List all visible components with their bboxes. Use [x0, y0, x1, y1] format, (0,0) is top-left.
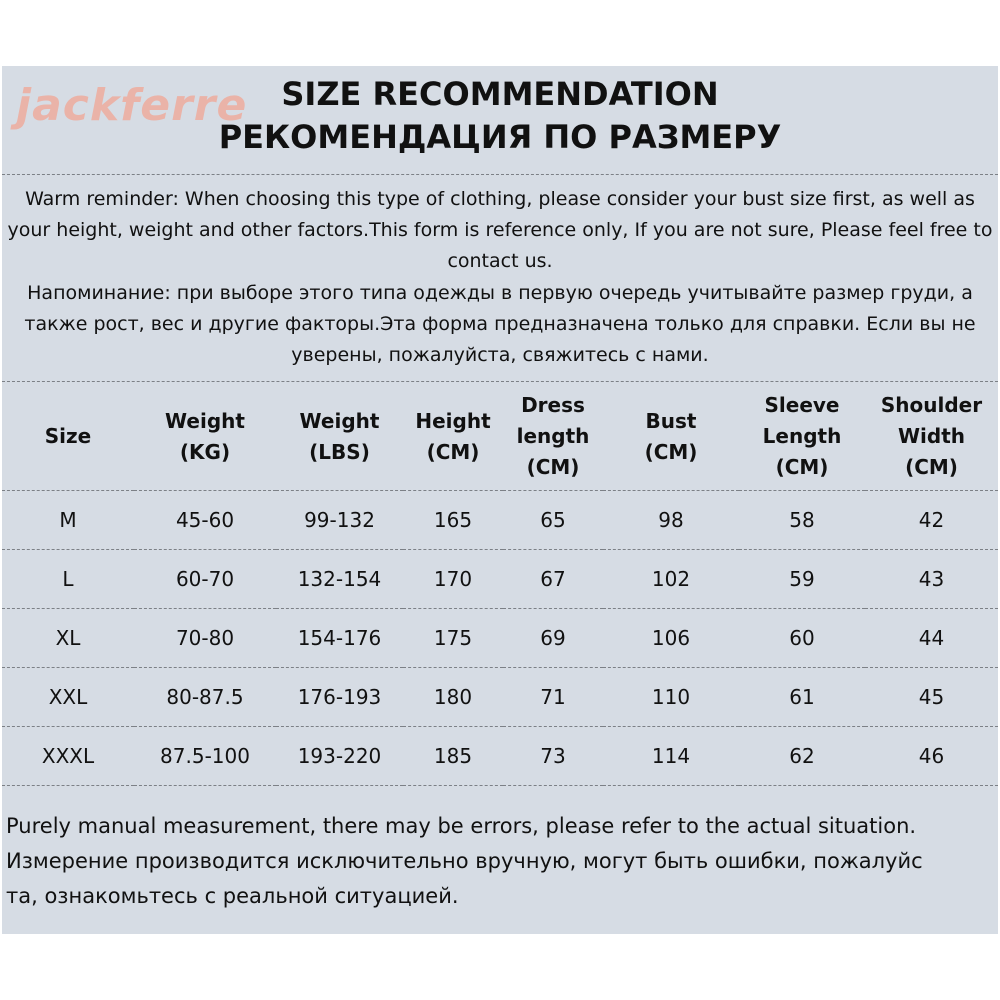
table-cell: 114 — [603, 727, 739, 786]
table-cell: 73 — [503, 727, 603, 786]
footer-line-russian-2: та, ознакомьтесь с реальной ситуацией. — [6, 884, 459, 908]
divider-table-top — [2, 381, 998, 382]
table-cell: 60 — [739, 609, 865, 668]
column-header-line: Size — [44, 424, 92, 448]
table-cell: 67 — [503, 550, 603, 609]
table-cell: 180 — [403, 668, 503, 727]
column-header — [603, 383, 739, 491]
column-header-line: Bust — [645, 408, 697, 433]
table-row — [2, 550, 998, 609]
column-header-line: (CM) — [775, 455, 829, 479]
table-row — [2, 727, 998, 786]
table-cell: 46 — [865, 727, 998, 786]
table-cell: 193-220 — [276, 727, 403, 786]
column-header — [865, 383, 998, 491]
column-header-line: (KG) — [179, 439, 231, 464]
column-header — [134, 383, 276, 491]
table-cell: 71 — [503, 668, 603, 727]
table-row — [2, 609, 998, 668]
table-cell: 99-132 — [276, 491, 403, 550]
table-cell: 154-176 — [276, 609, 403, 668]
column-header-line: length — [516, 424, 590, 448]
table-cell: 176-193 — [276, 668, 403, 727]
table-cell: 69 — [503, 609, 603, 668]
column-header-line: Length — [762, 424, 842, 448]
column-header-line: Weight — [165, 408, 245, 433]
column-header-line: (CM) — [644, 439, 698, 464]
table-cell: 42 — [865, 491, 998, 550]
column-header-line: (CM) — [426, 439, 480, 464]
table-cell: 102 — [603, 550, 739, 609]
reminder-english: Warm reminder: When choosing this type of clothing, please consider your bust size first, as well as your height, weight and other factors.This form is reference only, If you are not sure, Please feel free to contact us. — [7, 188, 993, 272]
table-cell: 98 — [603, 491, 739, 550]
table-cell: 70-80 — [134, 609, 276, 668]
column-header-line: Sleeve — [764, 393, 840, 417]
table-cell: 45 — [865, 668, 998, 727]
column-header-line: Height — [415, 408, 491, 433]
brand-logo: jackferre — [16, 80, 248, 131]
title-russian: РЕКОМЕНДАЦИЯ ПО РАЗМЕРУ — [218, 118, 782, 156]
table-cell: 44 — [865, 609, 998, 668]
table-cell: 175 — [403, 609, 503, 668]
footer-line-russian-1: Измерение производится исключительно вручную, могут быть ошибки, пожалуйс — [6, 849, 923, 873]
footer-line-english: Purely manual measurement, there may be errors, please refer to the actual situation. — [6, 814, 917, 838]
column-header — [276, 383, 403, 491]
table-cell: 185 — [403, 727, 503, 786]
table-cell: 87.5-100 — [134, 727, 276, 786]
column-header-line: Width — [897, 424, 966, 448]
title-english: SIZE RECOMMENDATION — [281, 75, 719, 113]
table-cell: 58 — [739, 491, 865, 550]
divider-top — [2, 174, 998, 175]
reminder-russian: Напоминание: при выборе этого типа одежды в первую очередь учитывайте размер груди, а также рост, вес и другие факторы.Эта форма предназначена только для справки. Если вы не уверены, пожалуйста, свяжитесь с нами. — [24, 282, 976, 366]
footer-note — [6, 809, 996, 914]
column-header-line: (LBS) — [309, 439, 370, 464]
column-header — [403, 383, 503, 491]
table-header-row — [2, 383, 998, 491]
table-cell: 165 — [403, 491, 503, 550]
column-header-line: Weight — [299, 408, 380, 433]
table-cell: L — [2, 550, 134, 609]
table-cell: 106 — [603, 609, 739, 668]
column-header — [2, 383, 134, 491]
table-cell: 62 — [739, 727, 865, 786]
table-cell: 132-154 — [276, 550, 403, 609]
table-cell: 65 — [503, 491, 603, 550]
column-header — [503, 383, 603, 491]
table-row — [2, 491, 998, 550]
table-cell: XXL — [2, 668, 134, 727]
table-cell: M — [2, 491, 134, 550]
column-header — [739, 383, 865, 491]
table-cell: 110 — [603, 668, 739, 727]
size-table — [2, 383, 998, 786]
table-row — [2, 668, 998, 727]
table-cell: XXXL — [2, 727, 134, 786]
column-header-line: Dress — [521, 393, 585, 417]
table-cell: 43 — [865, 550, 998, 609]
table-cell: 80-87.5 — [134, 668, 276, 727]
table-cell: 45-60 — [134, 491, 276, 550]
table-cell: XL — [2, 609, 134, 668]
column-header-line: Shoulder — [880, 393, 983, 417]
column-header-line: (CM) — [526, 455, 580, 479]
column-header-line: (CM) — [905, 455, 958, 479]
table-cell: 170 — [403, 550, 503, 609]
table-cell: 59 — [739, 550, 865, 609]
table-cell: 60-70 — [134, 550, 276, 609]
table-cell: 61 — [739, 668, 865, 727]
